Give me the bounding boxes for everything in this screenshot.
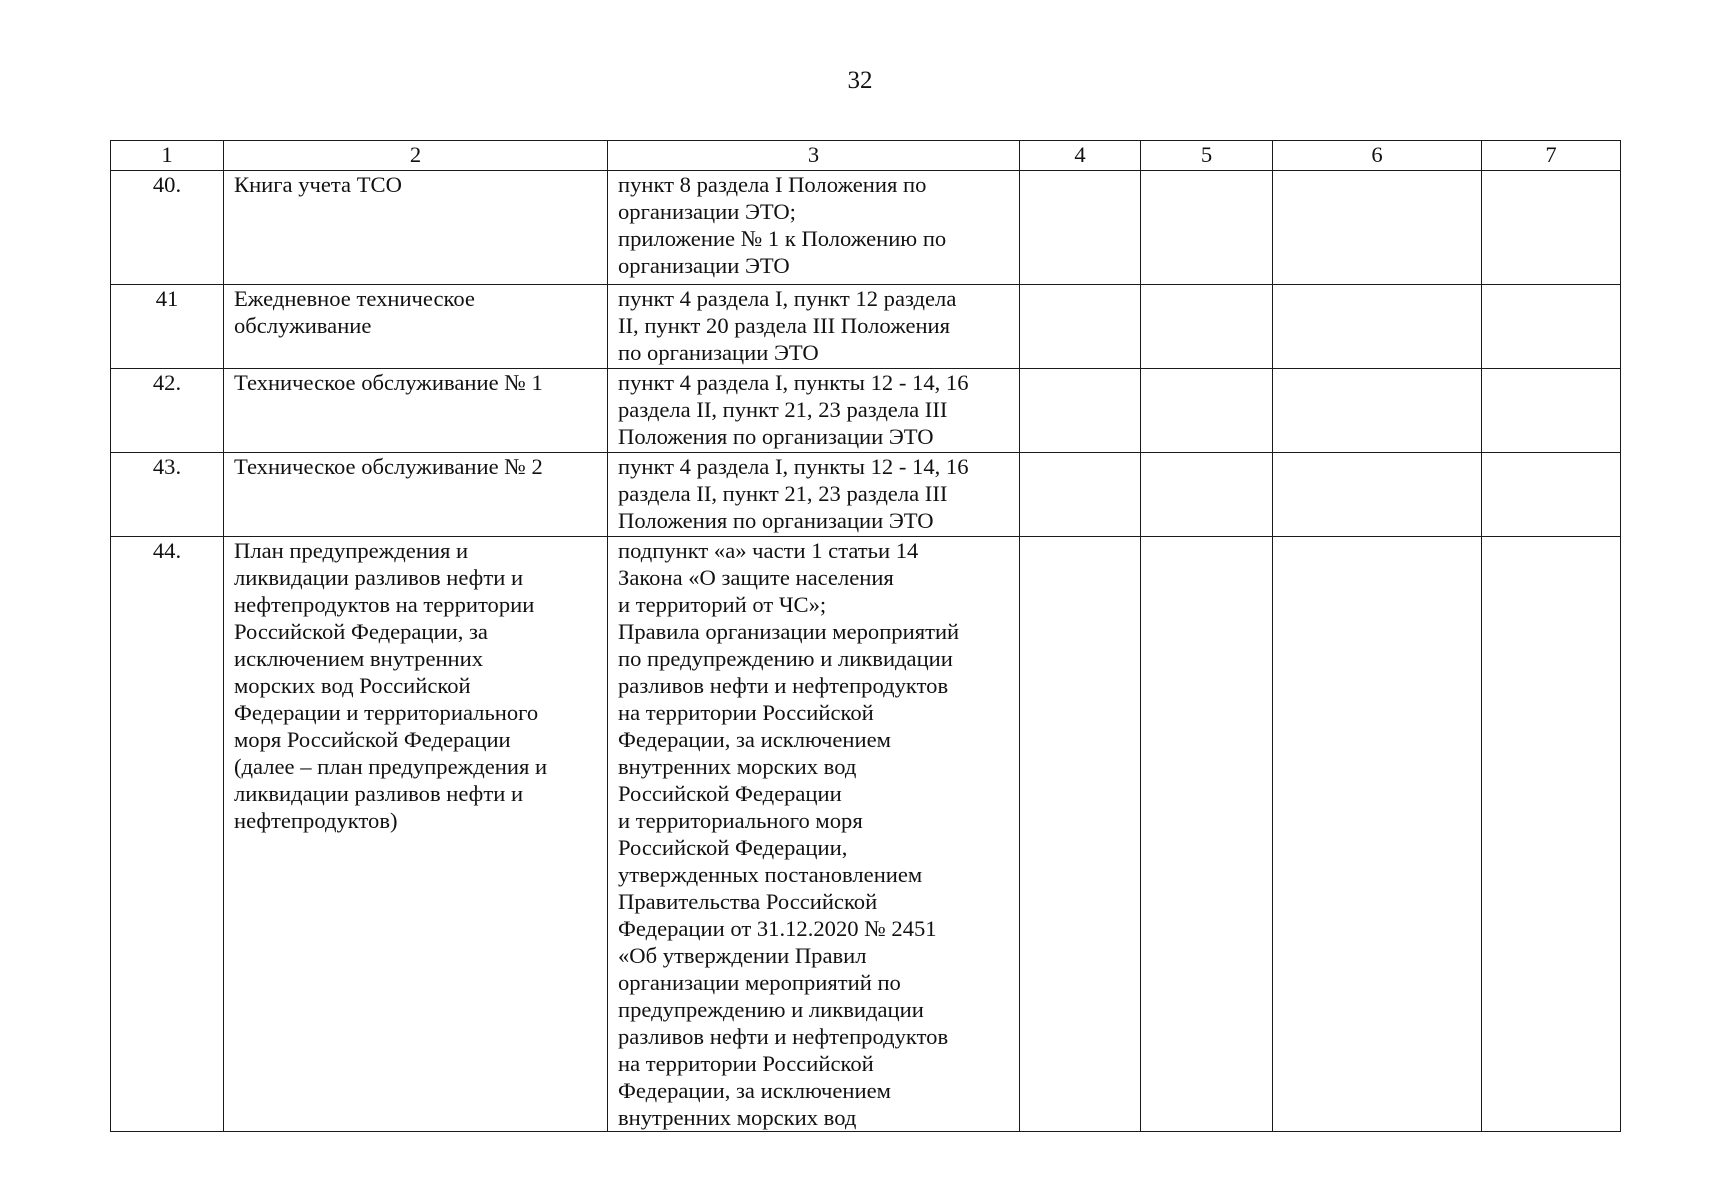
table-row [111, 285, 1621, 369]
legal-basis: подпункт «а» части 1 статьи 14 Закона «О защите населения и территорий от ЧС»; Правила организации мероприятий по предупреждению и ликвидации разливов нефти и нефтепродуктов на территории Российской Федерации, за исключением внутренних морских вод Российской Федерации и территориального моря Российской Федерации, утвержденных постановлением Правительства Российской Федерации от 31.12.2020 № 2451 «Об утверждении Правил организации мероприятий по предупреждению и ликвидации разливов нефти и нефтепродуктов на территории Российской Федерации, за исключением внутренних морских вод [608, 537, 1020, 1132]
row-number: 40. [111, 171, 224, 285]
table-header-row [111, 141, 1621, 171]
column-header: 4 [1020, 141, 1141, 171]
cell-col5 [1141, 171, 1273, 285]
cell-col7 [1482, 285, 1621, 369]
table-row [111, 453, 1621, 537]
legal-basis: пункт 8 раздела I Положения по организации ЭТО; приложение № 1 к Положению по организации ЭТО [608, 171, 1020, 285]
cell-col5 [1141, 369, 1273, 453]
page-number: 32 [847, 67, 873, 94]
row-number: 44. [111, 537, 224, 1132]
table-row [111, 369, 1621, 453]
cell-col4 [1020, 369, 1141, 453]
document-name: Ежедневное техническое обслуживание [224, 285, 608, 369]
document-name: Книга учета ТСО [224, 171, 608, 285]
row-number: 43. [111, 453, 224, 537]
column-header: 6 [1273, 141, 1482, 171]
cell-col7 [1482, 453, 1621, 537]
cell-col6 [1273, 369, 1482, 453]
cell-col5 [1141, 285, 1273, 369]
table-row [111, 171, 1621, 285]
cell-col4 [1020, 171, 1141, 285]
cell-col4 [1020, 537, 1141, 1132]
cell-col7 [1482, 369, 1621, 453]
cell-col4 [1020, 453, 1141, 537]
legal-basis: пункт 4 раздела I, пункты 12 - 14, 16 раздела II, пункт 21, 23 раздела III Положения по организации ЭТО [608, 369, 1020, 453]
cell-col7 [1482, 537, 1621, 1132]
cell-col5 [1141, 453, 1273, 537]
column-header: 3 [608, 141, 1020, 171]
cell-col5 [1141, 537, 1273, 1132]
row-number: 42. [111, 369, 224, 453]
legal-basis: пункт 4 раздела I, пункт 12 раздела II, пункт 20 раздела III Положения по организации ЭТО [608, 285, 1020, 369]
cell-col4 [1020, 285, 1141, 369]
document-name: Техническое обслуживание № 1 [224, 369, 608, 453]
column-header: 5 [1141, 141, 1273, 171]
cell-col6 [1273, 285, 1482, 369]
requirements-table [110, 140, 1621, 1132]
cell-col6 [1273, 537, 1482, 1132]
cell-col6 [1273, 171, 1482, 285]
table-row [111, 537, 1621, 1132]
document-name: Техническое обслуживание № 2 [224, 453, 608, 537]
cell-col7 [1482, 171, 1621, 285]
document-name: План предупреждения и ликвидации разливов нефти и нефтепродуктов на территории Российской Федерации, за исключением внутренних морских вод Российской Федерации и территориального моря Российской Федерации (далее – план предупреждения и ликвидации разливов нефти и нефтепродуктов) [224, 537, 608, 1132]
column-header: 7 [1482, 141, 1621, 171]
cell-col6 [1273, 453, 1482, 537]
row-number: 41 [111, 285, 224, 369]
column-header: 1 [111, 141, 224, 171]
column-header: 2 [224, 141, 608, 171]
legal-basis: пункт 4 раздела I, пункты 12 - 14, 16 раздела II, пункт 21, 23 раздела III Положения по организации ЭТО [608, 453, 1020, 537]
